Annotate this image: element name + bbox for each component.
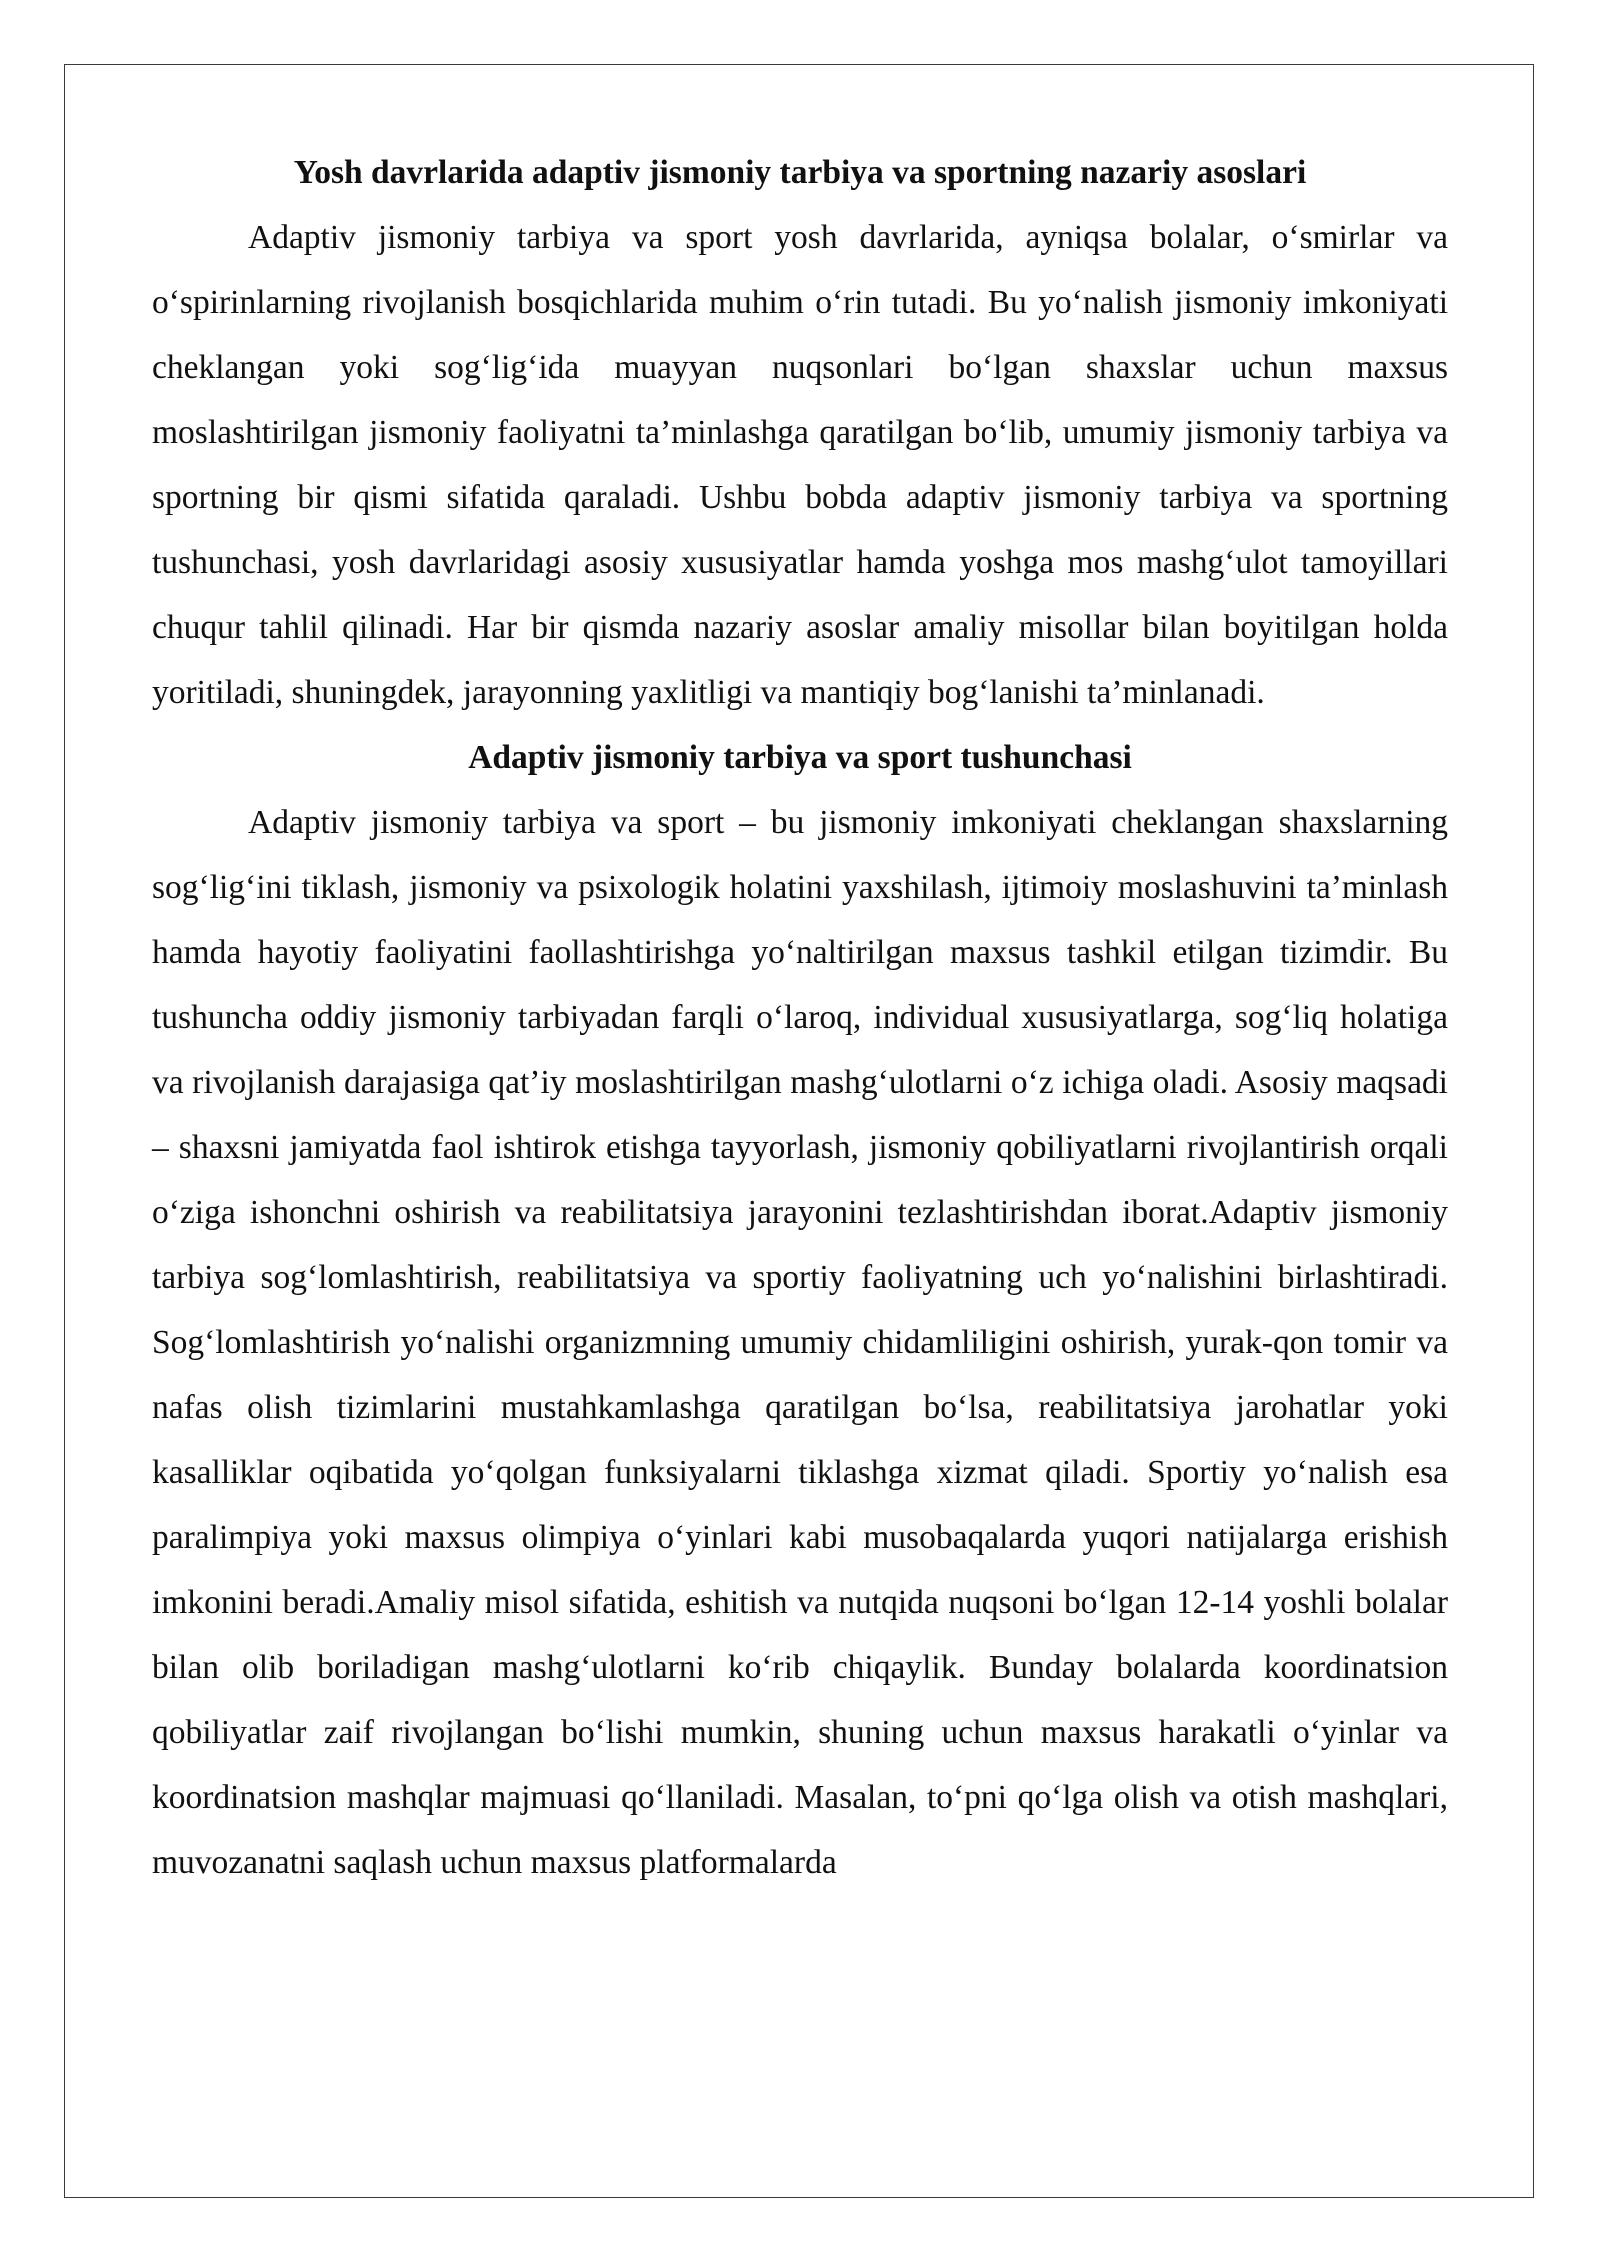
section-heading: Adaptiv jismoniy tarbiya va sport tushunchasi (468, 739, 1132, 776)
intro-paragraph: Adaptiv jismoniy tarbiya va sport yosh davrlarida, ayniqsa bolalar, o‘smirlar va o‘spirinlarning rivojlanish bosqichlarida muhim o‘rin tutadi. Bu yo‘nalish jismoniy imkoniyati cheklangan yoki sog‘lig‘ida muayyan nuqsonlari bo‘lgan shaxslar uchun maxsus moslashtirilgan jismoniy faoliyatni ta’minlashga qaratilgan bo‘lib, umumiy jismoniy tarbiya va sportning bir qismi sifatida qaraladi. Ushbu bobda adaptiv jismoniy tarbiya va sportning tushunchasi, yosh davrlaridagi asosiy xususiyatlar hamda yoshga mos mashg‘ulot tamoyillari chuqur tahlil qilinadi. Har bir qismda nazariy asoslar amaliy misollar bilan boyitilgan holda yoritiladi, shuningdek, jarayonning yaxlitligi va mantiqiy bog‘lanishi ta’minlanadi. (152, 219, 1448, 711)
document-body (152, 140, 1448, 1895)
document-title: Yosh davrlarida adaptiv jismoniy tarbiya va sportning nazariy asoslari (293, 154, 1307, 191)
section-paragraph: Adaptiv jismoniy tarbiya va sport – bu jismoniy imkoniyati cheklangan shaxslarning sog‘lig‘ini tiklash, jismoniy va psixologik holatini yaxshilash, ijtimoiy moslashuvini ta’minlash hamda hayotiy faoliyatini faollashtirishga yo‘naltirilgan maxsus tashkil etilgan tizimdir. Bu tushuncha oddiy jismoniy tarbiyadan farqli o‘laroq, individual xususiyatlarga, sog‘liq holatiga va rivojlanish darajasiga qat’iy moslashtirilgan mashg‘ulotlarni o‘z ichiga oladi. Asosiy maqsadi – shaxsni jamiyatda faol ishtirok etishga tayyorlash, jismoniy qobiliyatlarni rivojlantirish orqali o‘ziga ishonchni oshirish va reabilitatsiya jarayonini tezlashtirishdan iborat.Adaptiv jismoniy tarbiya sog‘lomlashtirish, reabilitatsiya va sportiy faoliyatning uch yo‘nalishini birlashtiradi. Sog‘lomlashtirish yo‘nalishi organizmning umumiy chidamliligini oshirish, yurak-qon tomir va nafas olish tizimlarini mustahkamlashga qaratilgan bo‘lsa, reabilitatsiya jarohatlar yoki kasalliklar oqibatida yo‘qolgan funksiyalarni tiklashga xizmat qiladi. Sportiy yo‘nalish esa paralimpiya yoki maxsus olimpiya o‘yinlari kabi musobaqalarda yuqori natijalarga erishish imkonini beradi.Amaliy misol sifatida, eshitish va nutqida nuqsoni bo‘lgan 12-14 yoshli bolalar bilan olib boriladigan mashg‘ulotlarni ko‘rib chiqaylik. Bunday bolalarda koordinatsion qobiliyatlar zaif rivojlangan bo‘lishi mumkin, shuning uchun maxsus harakatli o‘yinlar va koordinatsion mashqlar majmuasi qo‘llaniladi. Masalan, to‘pni qo‘lga olish va otish mashqlari, muvozanatni saqlash uchun maxsus platformalarda (152, 804, 1448, 1881)
